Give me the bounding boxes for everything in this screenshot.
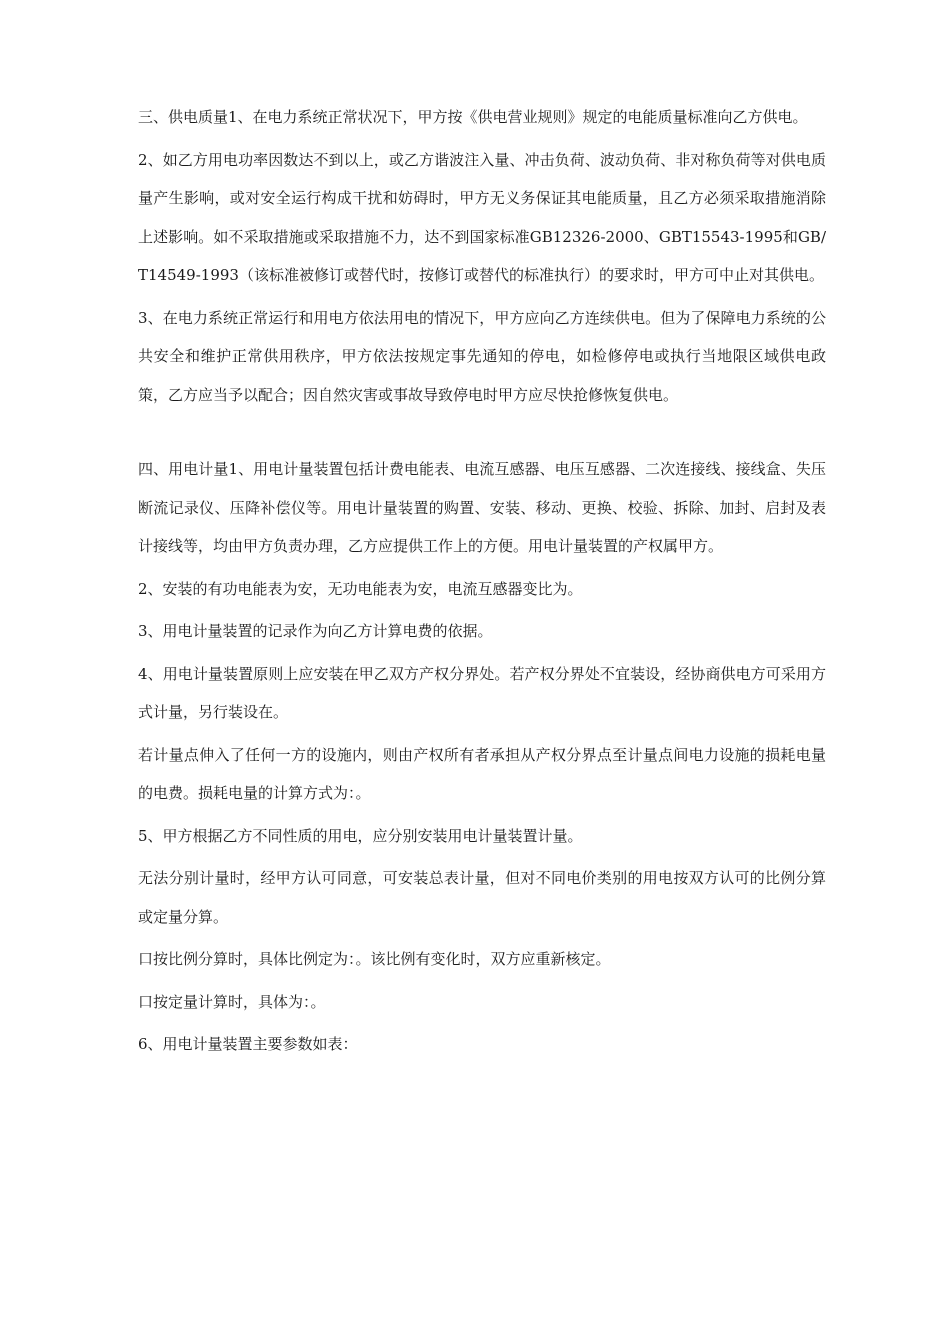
paragraph-power-quality-3: 3、在电力系统正常运行和用电方依法用电的情况下，甲方应向乙方连续供电。但为了保障电力系统的公共安全和维护正常供用秩序，甲方依法按规定事先通知的停电，如检修停电或执行当地限区域供电政策，乙方应当予以配合；因自然灾害或事故导致停电时甲方应尽快抢修恢复供电。 xyxy=(138,308,826,404)
paragraph-metering-6: 6、用电计量装置主要参数如表： xyxy=(138,1035,358,1053)
paragraph-power-quality-1: 三、供电质量1、在电力系统正常状况下，甲方按《供电营业规则》规定的电能质量标准向乙方供电。 xyxy=(138,108,808,126)
document-body xyxy=(138,98,826,1068)
paragraph-metering-2: 2、安装的有功电能表为安，无功电能表为安，电流互感器变比为。 xyxy=(138,579,583,598)
paragraph-power-quality-2: 2、如乙方用电功率因数达不到以上，或乙方谐波注入量、冲击负荷、波动负荷、非对称负荷等对供电质量产生影响，或对安全运行构成干扰和妨碍时，甲方无义务保证其电能质量，且乙方必须采取措施消除上述影响。如不采取措施或采取措施不力，达不到国家标准GB12326-2000、GBT15543-1995和GB/T14549-1993（该标准被修订或替代时，按修订或替代的标准执行）的要求时，甲方可中止对其供电。 xyxy=(138,150,826,284)
paragraph-metering-5-ratio: 口按比例分算时，具体比例定为：。该比例有变化时，双方应重新核定。 xyxy=(138,950,611,968)
paragraph-metering-5: 5、甲方根据乙方不同性质的用电，应分别安装用电计量装置计量。 xyxy=(138,826,583,845)
paragraph-metering-1: 四、用电计量1、用电计量装置包括计费电能表、电流互感器、电压互感器、二次连接线、接线盒、失压断流记录仪、压降补偿仪等。用电计量装置的购置、安装、移动、更换、校验、拆除、加封、启封及表计接线等，均由甲方负责办理，乙方应提供工作上的方便。用电计量装置的产权属甲方。 xyxy=(138,460,826,555)
paragraph-metering-5-fixed: 口按定量计算时，具体为：。 xyxy=(138,992,326,1011)
paragraph-metering-4: 4、用电计量装置原则上应安装在甲乙双方产权分界处。若产权分界处不宜装设，经协商供电方可采用方式计量，另行装设在。 xyxy=(138,664,826,721)
paragraph-metering-3: 3、用电计量装置的记录作为向乙方计算电费的依据。 xyxy=(138,622,493,640)
paragraph-metering-5-total: 无法分别计量时，经甲方认可同意，可安装总表计量，但对不同电价类别的用电按双方认可的比例分算或定量分算。 xyxy=(138,869,826,926)
paragraph-metering-4-loss: 若计量点伸入了任何一方的设施内，则由产权所有者承担从产权分界点至计量点间电力设施的损耗电量的电费。损耗电量的计算方式为：。 xyxy=(138,745,826,802)
